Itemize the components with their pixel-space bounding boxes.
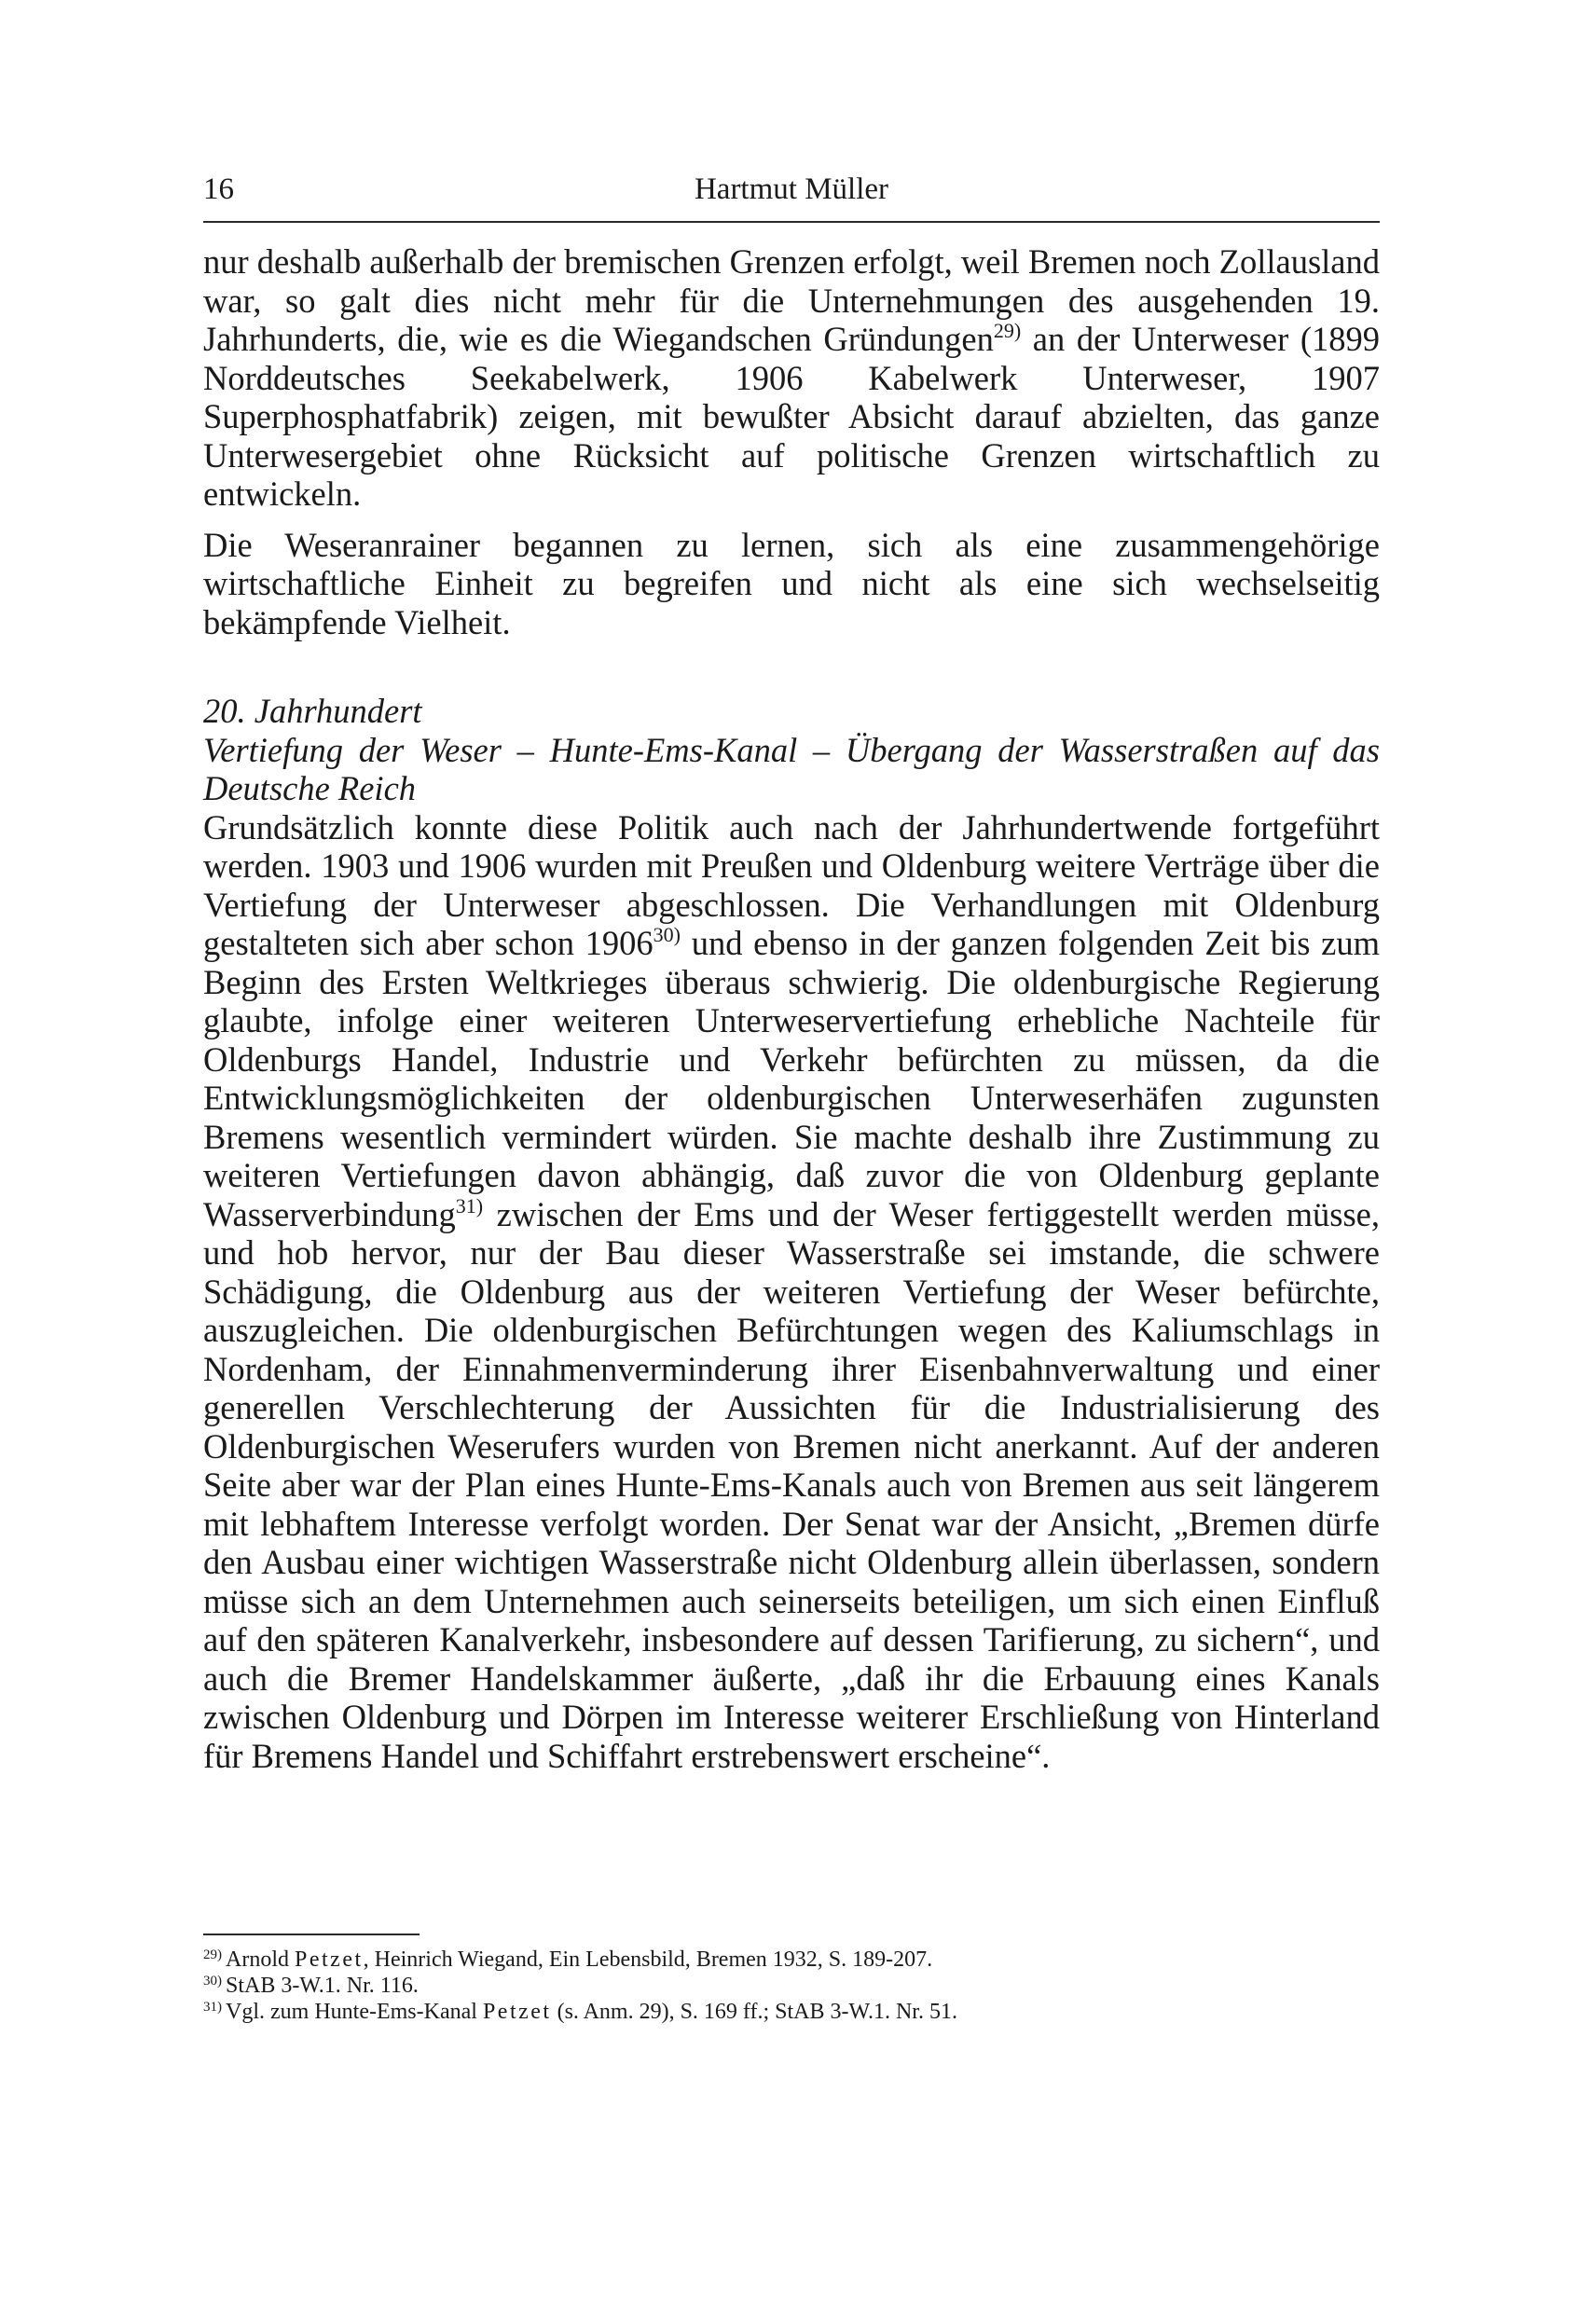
document-page	[203, 0, 1380, 2312]
footnote-text: StAB 3-W.1. Nr. 116.	[226, 1974, 419, 1998]
footnote-text: Arnold	[226, 1947, 295, 1972]
footnote-31	[203, 1999, 1380, 2025]
section-heading	[203, 692, 1380, 808]
footnote-text: Vgl. zum Hunte-Ems-Kanal	[226, 2000, 483, 2024]
paragraph-intro	[203, 242, 1380, 514]
footnote-29	[203, 1947, 1380, 1973]
footnote-mark: 31)	[203, 2000, 222, 2015]
footnote-author-spaced: Petzet	[295, 1947, 364, 1972]
page-number: 16	[203, 172, 234, 206]
paragraph-main-part3: zwischen der Ems und der Weser fertiggestellt werden müsse, und hob hervor, nur der Bau dieser Wasserstraße sei imstande, die schwere Schädigung, die Oldenburg aus der weiteren Vertiefung der Weser befürchte, auszugleichen. Die oldenburgischen Befürchtungen wegen des Kaliumschlags in Nordenham, der Einnahmenverminderung ihrer Eisenbahnverwaltung und einer generellen Verschlechterung der Aussichten für die Industrialisierung des Oldenburgischen Weserufers wurden von Bremen nicht anerkannt. Auf der anderen Seite aber war der Plan eines Hunte-Ems-Kanals auch von Bremen aus seit längerem mit lebhaftem Interesse verfolgt worden. Der Senat war der Ansicht, „Bremen dürfe den Ausbau einer wichtigen Wasserstraße nicht Oldenburg allein überlassen, sondern müsse sich an dem Unternehmen auch seinerseits beteiligen, um sich einen Einfluß auf den späteren Kanalverkehr, insbesondere auf dessen Tarifierung, zu sichern“, und auch die Bremer Handelskammer äußerte, „daß ihr die Erbauung eines Kanals zwischen Oldenburg und Dörpen im Interesse weiterer Erschließung von Hinterland für Bremens Handel und Schiffahrt erstrebenswert erscheine“.	[203, 1194, 1380, 1775]
header-rule	[203, 221, 1380, 223]
paragraph-main-part2: und ebenso in der ganzen folgenden Zeit bis zum Beginn des Ersten Weltkrieges überaus schwierig. Die oldenburgische Regierung glaubte, infolge einer weiteren Unterweservertiefung erhebliche Nachteile für Oldenburgs Handel, Industrie und Verkehr befürchten zu müssen, da die Entwicklungsmöglichkeiten der oldenburgischen Unterweserhäfen zugunsten Bremens wesentlich vermindert würden. Sie machte deshalb ihre Zustimmung zu weiteren Vertiefungen davon abhängig, daß zuvor die von Oldenburg geplante Wasserverbindung	[203, 924, 1380, 1233]
body-text	[203, 242, 1380, 1775]
footnotes	[203, 1947, 1380, 2025]
footnote-ref-30: 30)	[653, 923, 681, 946]
running-title-author: Hartmut Müller	[694, 172, 889, 206]
paragraph-intro-text: nur deshalb außerhalb der bremischen Grenzen erfolgt, weil Bremen noch Zollausland war, so galt dies nicht mehr für die Unternehmungen des ausgehenden 19. Jahrhunderts, die, wie es die Wiegandschen Gründungen	[203, 242, 1380, 358]
footnote-mark: 29)	[203, 1947, 222, 1962]
running-head	[203, 166, 1380, 213]
footnote-text-rest: (s. Anm. 29), S. 169 ff.; StAB 3-W.1. Nr. 51.	[551, 2000, 957, 2024]
footnote-rule	[203, 1934, 420, 1935]
footnote-ref-29: 29)	[993, 319, 1022, 342]
section-title: 20. Jahrhundert	[203, 692, 422, 730]
footnote-30	[203, 1973, 1380, 1999]
paragraph-weseranrainer: Die Weseranrainer begannen zu lernen, sich als eine zusammengehörige wirtschaftliche Einheit zu begreifen und nicht als eine sich wechselseitig bekämpfende Vielheit.	[203, 525, 1380, 641]
footnote-text-rest: , Heinrich Wiegand, Ein Lebensbild, Bremen 1932, S. 189-207.	[363, 1947, 933, 1972]
footnote-author-spaced: Petzet	[482, 2000, 552, 2024]
footnote-ref-31: 31)	[455, 1193, 484, 1218]
footnote-mark: 30)	[203, 1974, 222, 1989]
paragraph-main	[203, 808, 1380, 1776]
paragraph-intro-text-rest: an der Unterweser (1899 Norddeutsches Seekabelwerk, 1906 Kabelwerk Unterweser, 1907 Superphosphatfabrik) zeigen, mit bewußter Absicht darauf abzielten, das ganze Unterwesergebiet ohne Rücksicht auf politische Grenzen wirtschaftlich zu entwickeln.	[203, 320, 1381, 513]
paragraph-main-part1: Grundsätzlich konnte diese Politik auch nach der Jahrhundertwende fortgeführt werden. 1903 und 1906 wurden mit Preußen und Oldenburg weitere Verträge über die Vertiefung der Unterweser abgeschlossen. Die Verhandlungen mit Oldenburg gestalteten sich aber schon 1906	[203, 807, 1380, 962]
section-subtitle: Vertiefung der Weser – Hunte-Ems-Kanal – Übergang der Wasserstraßen auf das Deutsche Reich	[203, 730, 1380, 807]
